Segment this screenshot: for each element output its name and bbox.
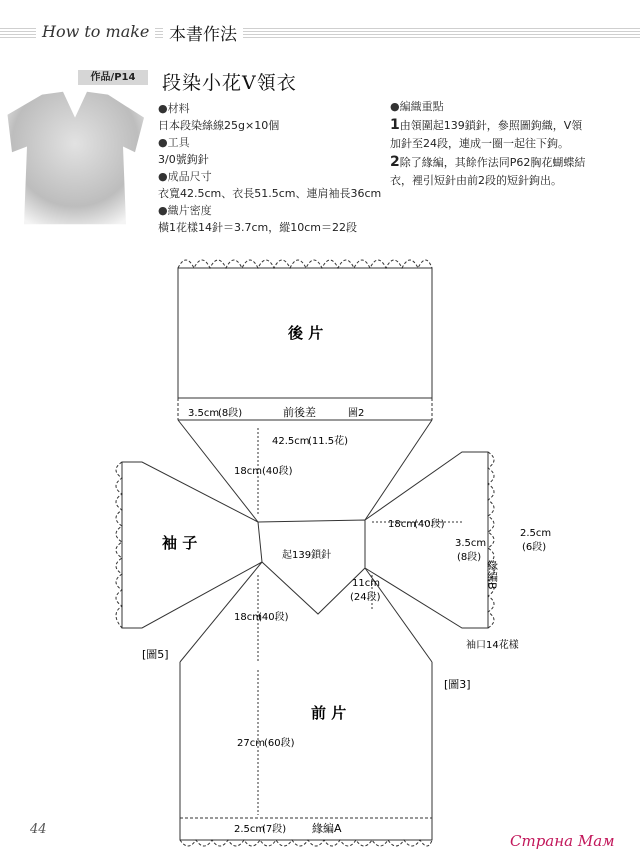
dim-2-5-rows: (6段) [522, 542, 547, 553]
pattern-title: 段染小花V領衣 [162, 72, 297, 94]
gauge-line: 橫1花樣14針＝3.7cm，縱10cm＝22段 [158, 221, 358, 234]
sleeve-label: 袖 子 [162, 534, 198, 552]
step-1-number: 1 [390, 117, 400, 133]
watermark: Страна Мам [510, 832, 615, 850]
dim-18-right-rows: (40段) [414, 519, 445, 530]
dim-11: 11cm [352, 578, 380, 589]
edge-a-label: 緣編A [312, 822, 342, 835]
dim-42-5: 42.5cm [272, 436, 310, 447]
header-english: How to make [36, 22, 155, 41]
dim-27-rows: (60段) [264, 738, 295, 749]
dim-18-right: 18cm [388, 519, 416, 530]
fig3-label: [圖3] [444, 678, 471, 691]
dim-3-5-rows: (8段) [218, 408, 243, 419]
materials-line: 日本段染絲線25g×10個 [158, 119, 280, 132]
chain-label: 起139鎖針 [282, 550, 332, 561]
size-heading: ●成品尺寸 [158, 170, 212, 183]
dim-27: 27cm [237, 738, 265, 749]
dim-42-5-pattern: (11.5花) [308, 436, 349, 447]
step-2-line-b: 衣，裡引短針由前2段的短針鉤出。 [390, 174, 562, 187]
front-piece-outline [180, 662, 432, 840]
step-2-line-a: 除了緣編，其餘作法同P62胸花蝴蝶結 [399, 156, 586, 169]
points-heading: ●編織重點 [390, 100, 444, 113]
dim-3-5: 3.5cm [188, 408, 220, 419]
dim-11-rows: (24段) [350, 592, 381, 603]
dim-2-5-bottom: 2.5cm [234, 824, 266, 835]
gauge-heading: ●織片密度 [158, 204, 212, 217]
dim-18-left-rows: (40段) [258, 612, 289, 623]
dim-3-5b-rows: (8段) [457, 552, 482, 563]
header-chinese: 本書作法 [163, 20, 243, 45]
back-scallop-top [178, 260, 432, 268]
dim-3-5b: 3.5cm [455, 538, 487, 549]
size-line: 衣寬42.5cm、衣長51.5cm、連肩袖長36cm [158, 187, 382, 200]
fig2-label: 圖2 [348, 408, 365, 419]
cuff-label: 袖口14花樣 [466, 640, 519, 651]
neck-outline [258, 520, 365, 614]
fig5-label: [圖5] [142, 648, 169, 661]
dim-2-5: 2.5cm [520, 528, 552, 539]
step-1-line-a: 由領圍起139鎖針，參照圖鉤織，V領 [399, 119, 583, 132]
edge-b-label: 緣編B [485, 560, 499, 590]
step-1-line-b: 加針至24段，連成一圈一起往下鉤。 [390, 137, 569, 150]
dim-18-top-rows: (40段) [262, 466, 293, 477]
tools-heading: ●工具 [158, 136, 190, 149]
step-2-number: 2 [390, 154, 400, 170]
work-badge: 作品/P14 [78, 70, 148, 85]
front-label: 前 片 [311, 704, 347, 722]
materials-heading: ●材料 [158, 102, 190, 115]
dim-18-left: 18cm [234, 612, 262, 623]
back-label: 後 片 [288, 324, 324, 342]
page-number: 44 [30, 822, 47, 837]
tools-line: 3/0號鉤針 [158, 153, 209, 166]
dim-18-top: 18cm [234, 466, 262, 477]
dim-2-5-bottom-rows: (7段) [262, 824, 287, 835]
back-front-diff-label: 前後差 [283, 406, 316, 419]
